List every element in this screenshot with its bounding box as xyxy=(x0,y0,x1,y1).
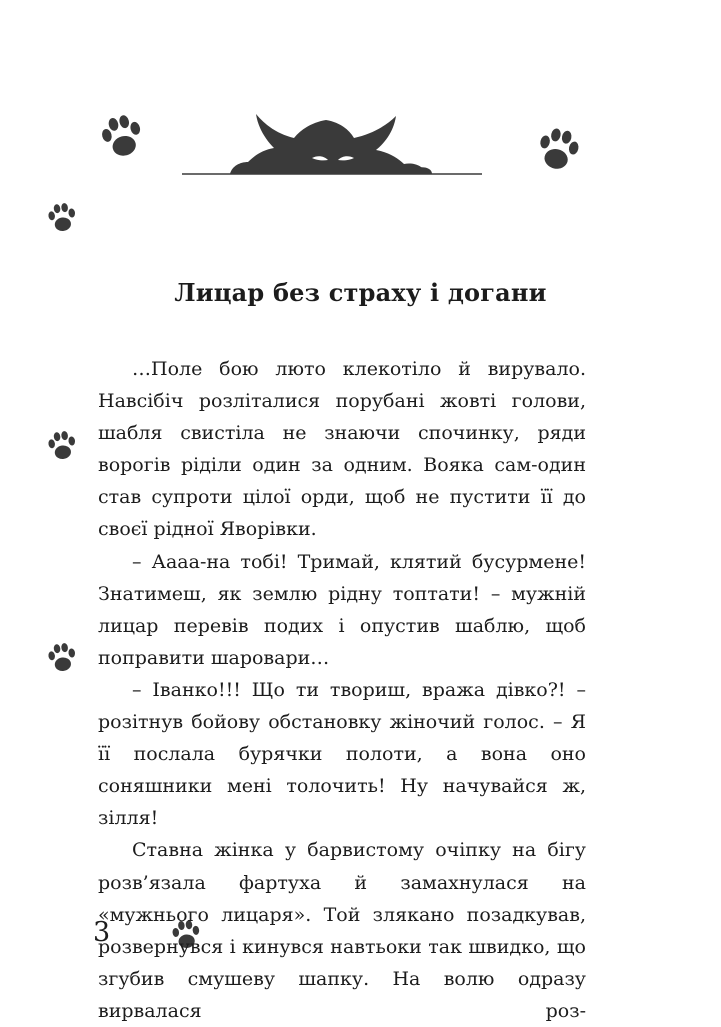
page-number: 3 xyxy=(93,917,111,948)
paw-print-icon xyxy=(527,119,589,181)
paw-print-icon xyxy=(90,105,153,168)
paragraph: …Поле бою люто клекотіло й вирувало. Навсібіч розліталися порубані жовті голови, шабля свистіла не знаючи спочинку, ряди ворогів ріділи один за одним. Вояка сам-один став супроти цілої орди, щоб не пустити її до своєї рідної Яворівки. xyxy=(98,358,586,541)
body-text xyxy=(98,353,586,1027)
paragraph: – Аааа-на тобі! Тримай, клятий бусурмене! Знатимеш, як землю рідну топтати! – мужній лицар перевів подих і опустив шаблю, щоб поправити шаровари… xyxy=(98,550,586,669)
paragraph: – Іванко!!! Що ти твориш, вража дівко?! – розітнув бойову обстановку жіночий голос. – Я її послала бурячки полоти, а вона оно соняшники мені толочить! Ну начувайся ж, зілля! xyxy=(98,678,586,830)
paw-print-icon xyxy=(42,638,83,679)
paw-print-icon xyxy=(42,426,83,467)
paw-print-icon xyxy=(42,198,83,239)
paragraph: Ставна жінка у барвистому очіпку на бігу розв’язала фартуха й замахнулася на «мужнього лицаря». Той злякано позадкував, розвернувся і кинувся навтьоки так швидко, що згубив смушеву шапку. На волю одразу вирвалася роз- xyxy=(98,839,586,1022)
chapter-title: Лицар без страху і догани xyxy=(174,278,547,307)
monster-peeking-icon xyxy=(182,112,482,188)
